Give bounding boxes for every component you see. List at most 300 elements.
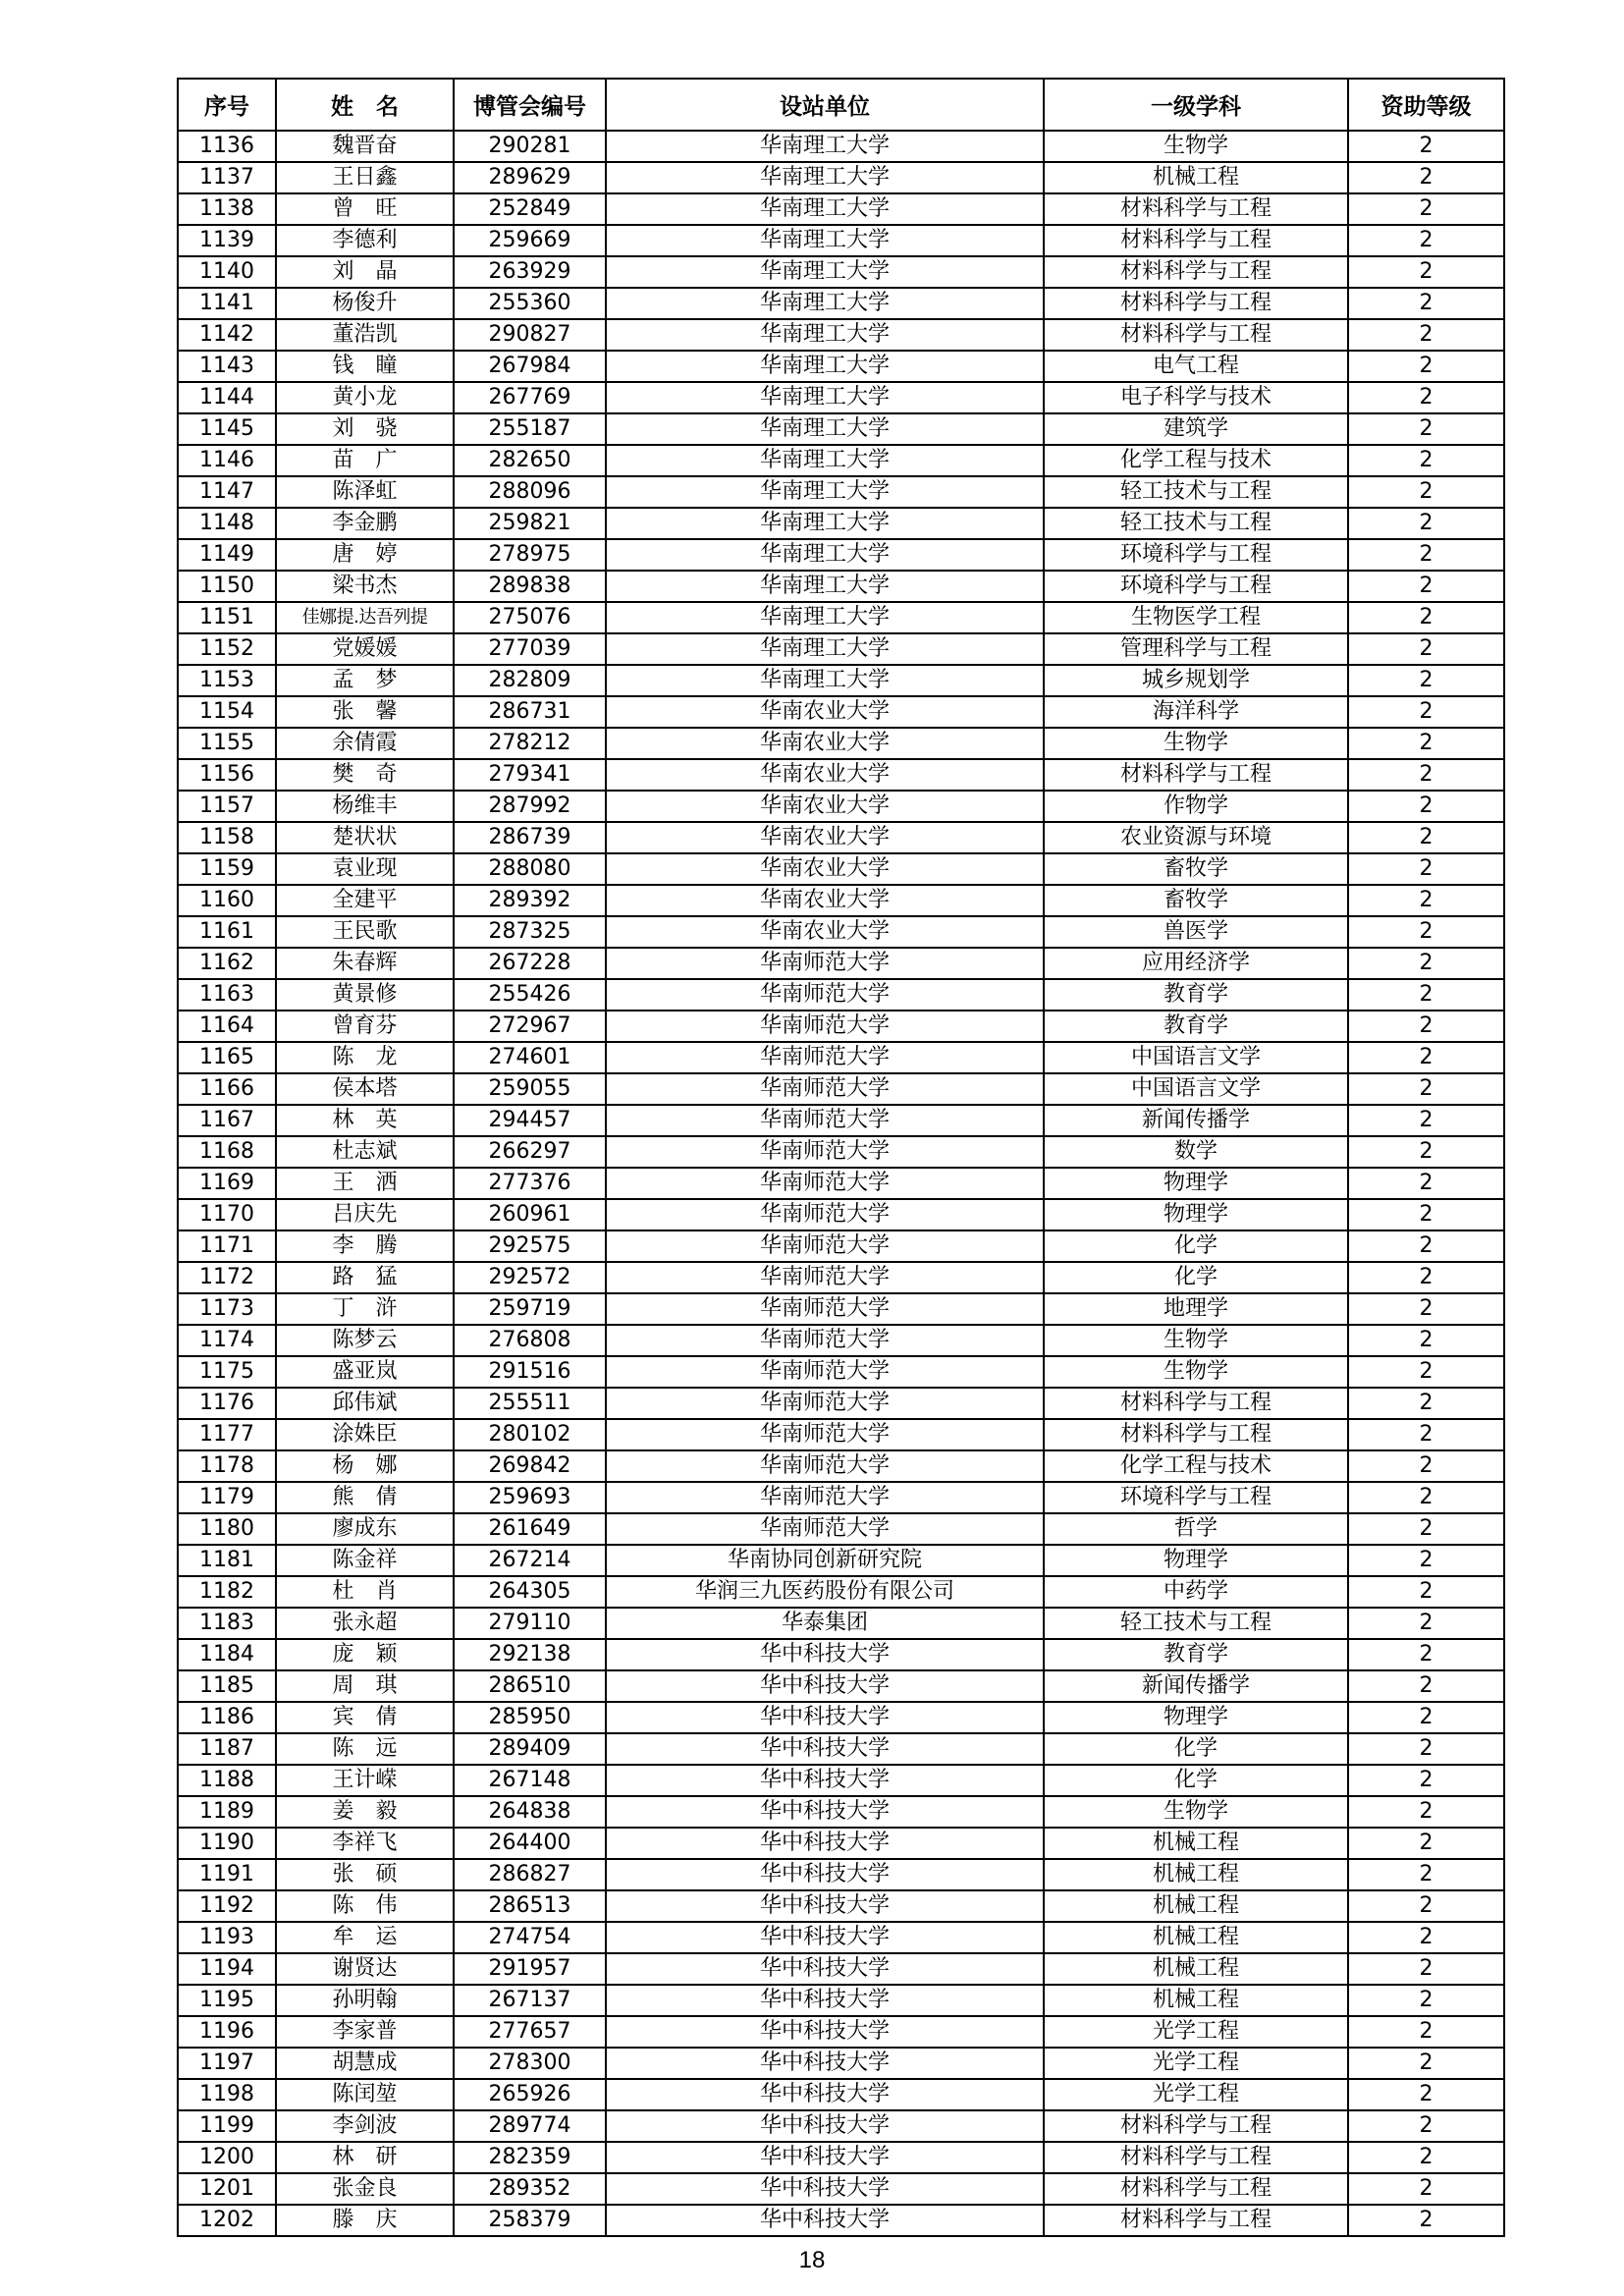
cell-committee-id: 291957 xyxy=(454,1953,606,1985)
cell-primary-discipline: 新闻传播学 xyxy=(1044,1105,1348,1136)
cell-funding-grade: 2 xyxy=(1348,319,1504,351)
cell-committee-id: 255187 xyxy=(454,413,606,445)
cell-funding-grade: 2 xyxy=(1348,1356,1504,1388)
cell-primary-discipline: 材料科学与工程 xyxy=(1044,2142,1348,2173)
table-row xyxy=(178,1545,1504,1576)
cell-name: 盛亚岚 xyxy=(276,1356,454,1388)
cell-serial-number: 1146 xyxy=(178,445,276,476)
cell-serial-number: 1164 xyxy=(178,1011,276,1042)
cell-committee-id: 286739 xyxy=(454,822,606,853)
table-row xyxy=(178,1073,1504,1105)
cell-primary-discipline: 教育学 xyxy=(1044,1011,1348,1042)
cell-serial-number: 1198 xyxy=(178,2079,276,2110)
cell-committee-id: 289392 xyxy=(454,885,606,916)
cell-committee-id: 266297 xyxy=(454,1136,606,1168)
cell-station-unit: 华南师范大学 xyxy=(606,1073,1044,1105)
cell-serial-number: 1175 xyxy=(178,1356,276,1388)
cell-station-unit: 华中科技大学 xyxy=(606,1859,1044,1890)
cell-name: 涂姝臣 xyxy=(276,1419,454,1450)
cell-station-unit: 华南理工大学 xyxy=(606,225,1044,256)
table-row xyxy=(178,2142,1504,2173)
cell-station-unit: 华南理工大学 xyxy=(606,413,1044,445)
cell-funding-grade: 2 xyxy=(1348,1545,1504,1576)
cell-serial-number: 1140 xyxy=(178,256,276,288)
cell-funding-grade: 2 xyxy=(1348,1042,1504,1073)
cell-station-unit: 华南农业大学 xyxy=(606,853,1044,885)
cell-primary-discipline: 机械工程 xyxy=(1044,1953,1348,1985)
cell-name: 陈金祥 xyxy=(276,1545,454,1576)
cell-station-unit: 华南农业大学 xyxy=(606,696,1044,728)
cell-primary-discipline: 海洋科学 xyxy=(1044,696,1348,728)
cell-funding-grade: 2 xyxy=(1348,1608,1504,1639)
cell-name: 杜志斌 xyxy=(276,1136,454,1168)
cell-name: 陈 龙 xyxy=(276,1042,454,1073)
cell-name: 陈泽虹 xyxy=(276,476,454,508)
table-row xyxy=(178,1356,1504,1388)
cell-primary-discipline: 生物医学工程 xyxy=(1044,602,1348,633)
table-row xyxy=(178,665,1504,696)
cell-primary-discipline: 化学 xyxy=(1044,1262,1348,1293)
cell-station-unit: 华南师范大学 xyxy=(606,1293,1044,1325)
cell-station-unit: 华南师范大学 xyxy=(606,1356,1044,1388)
table-row xyxy=(178,1419,1504,1450)
cell-primary-discipline: 机械工程 xyxy=(1044,1890,1348,1922)
cell-name: 丁 浒 xyxy=(276,1293,454,1325)
cell-funding-grade: 2 xyxy=(1348,916,1504,948)
cell-committee-id: 287325 xyxy=(454,916,606,948)
cell-primary-discipline: 新闻传播学 xyxy=(1044,1670,1348,1702)
cell-name: 姜 毅 xyxy=(276,1796,454,1828)
cell-station-unit: 华中科技大学 xyxy=(606,2110,1044,2142)
cell-serial-number: 1157 xyxy=(178,791,276,822)
cell-station-unit: 华南理工大学 xyxy=(606,602,1044,633)
header-funding-grade: 资助等级 xyxy=(1348,79,1504,131)
cell-funding-grade: 2 xyxy=(1348,1262,1504,1293)
table-row xyxy=(178,1953,1504,1985)
cell-serial-number: 1137 xyxy=(178,162,276,193)
table-row xyxy=(178,131,1504,162)
cell-committee-id: 267214 xyxy=(454,1545,606,1576)
cell-committee-id: 287992 xyxy=(454,791,606,822)
cell-primary-discipline: 机械工程 xyxy=(1044,1922,1348,1953)
cell-funding-grade: 2 xyxy=(1348,1136,1504,1168)
cell-serial-number: 1181 xyxy=(178,1545,276,1576)
cell-name: 廖成东 xyxy=(276,1513,454,1545)
cell-station-unit: 华中科技大学 xyxy=(606,1670,1044,1702)
cell-serial-number: 1147 xyxy=(178,476,276,508)
cell-station-unit: 华南师范大学 xyxy=(606,1513,1044,1545)
cell-name: 孙明翰 xyxy=(276,1985,454,2016)
cell-committee-id: 278300 xyxy=(454,2048,606,2079)
cell-primary-discipline: 城乡规划学 xyxy=(1044,665,1348,696)
table-row xyxy=(178,2173,1504,2205)
cell-committee-id: 290827 xyxy=(454,319,606,351)
cell-committee-id: 259669 xyxy=(454,225,606,256)
cell-name: 吕庆先 xyxy=(276,1199,454,1230)
cell-funding-grade: 2 xyxy=(1348,728,1504,759)
cell-primary-discipline: 机械工程 xyxy=(1044,1859,1348,1890)
cell-primary-discipline: 电气工程 xyxy=(1044,351,1348,382)
funding-list-table xyxy=(177,78,1505,2237)
cell-serial-number: 1166 xyxy=(178,1073,276,1105)
cell-station-unit: 华南师范大学 xyxy=(606,1388,1044,1419)
cell-primary-discipline: 光学工程 xyxy=(1044,2048,1348,2079)
cell-primary-discipline: 畜牧学 xyxy=(1044,853,1348,885)
cell-name: 党媛媛 xyxy=(276,633,454,665)
cell-serial-number: 1171 xyxy=(178,1230,276,1262)
cell-committee-id: 272967 xyxy=(454,1011,606,1042)
cell-serial-number: 1182 xyxy=(178,1576,276,1608)
cell-committee-id: 258379 xyxy=(454,2205,606,2236)
cell-serial-number: 1155 xyxy=(178,728,276,759)
table-row xyxy=(178,1796,1504,1828)
cell-serial-number: 1187 xyxy=(178,1733,276,1765)
cell-funding-grade: 2 xyxy=(1348,759,1504,791)
table-row xyxy=(178,1105,1504,1136)
cell-committee-id: 288096 xyxy=(454,476,606,508)
cell-funding-grade: 2 xyxy=(1348,193,1504,225)
cell-committee-id: 260961 xyxy=(454,1199,606,1230)
table-row xyxy=(178,1168,1504,1199)
cell-primary-discipline: 材料科学与工程 xyxy=(1044,288,1348,319)
cell-name: 樊 奇 xyxy=(276,759,454,791)
cell-funding-grade: 2 xyxy=(1348,2048,1504,2079)
cell-serial-number: 1177 xyxy=(178,1419,276,1450)
table-row xyxy=(178,288,1504,319)
cell-funding-grade: 2 xyxy=(1348,791,1504,822)
cell-station-unit: 华南师范大学 xyxy=(606,1168,1044,1199)
cell-funding-grade: 2 xyxy=(1348,1828,1504,1859)
cell-funding-grade: 2 xyxy=(1348,885,1504,916)
table-row xyxy=(178,791,1504,822)
cell-station-unit: 华南理工大学 xyxy=(606,633,1044,665)
cell-funding-grade: 2 xyxy=(1348,1796,1504,1828)
cell-committee-id: 279341 xyxy=(454,759,606,791)
cell-serial-number: 1169 xyxy=(178,1168,276,1199)
cell-primary-discipline: 材料科学与工程 xyxy=(1044,225,1348,256)
header-station-unit: 设站单位 xyxy=(606,79,1044,131)
cell-station-unit: 华中科技大学 xyxy=(606,1828,1044,1859)
cell-name: 李祥飞 xyxy=(276,1828,454,1859)
cell-funding-grade: 2 xyxy=(1348,2016,1504,2048)
cell-station-unit: 华中科技大学 xyxy=(606,1702,1044,1733)
cell-funding-grade: 2 xyxy=(1348,2205,1504,2236)
cell-committee-id: 294457 xyxy=(454,1105,606,1136)
cell-committee-id: 285950 xyxy=(454,1702,606,1733)
table-row xyxy=(178,696,1504,728)
cell-serial-number: 1144 xyxy=(178,382,276,413)
cell-station-unit: 华中科技大学 xyxy=(606,2205,1044,2236)
cell-committee-id: 267228 xyxy=(454,948,606,979)
cell-funding-grade: 2 xyxy=(1348,1073,1504,1105)
cell-station-unit: 华南理工大学 xyxy=(606,665,1044,696)
cell-serial-number: 1196 xyxy=(178,2016,276,2048)
cell-funding-grade: 2 xyxy=(1348,1450,1504,1482)
table-row xyxy=(178,853,1504,885)
cell-primary-discipline: 中国语言文学 xyxy=(1044,1042,1348,1073)
cell-name: 梁书杰 xyxy=(276,571,454,602)
cell-committee-id: 289838 xyxy=(454,571,606,602)
cell-funding-grade: 2 xyxy=(1348,665,1504,696)
cell-committee-id: 289774 xyxy=(454,2110,606,2142)
cell-funding-grade: 2 xyxy=(1348,979,1504,1011)
table-row xyxy=(178,539,1504,571)
cell-serial-number: 1197 xyxy=(178,2048,276,2079)
table-row xyxy=(178,1450,1504,1482)
table-row xyxy=(178,602,1504,633)
cell-funding-grade: 2 xyxy=(1348,1702,1504,1733)
cell-committee-id: 275076 xyxy=(454,602,606,633)
cell-committee-id: 292575 xyxy=(454,1230,606,1262)
table-row xyxy=(178,193,1504,225)
table-body xyxy=(178,131,1504,2236)
cell-committee-id: 255511 xyxy=(454,1388,606,1419)
cell-station-unit: 华中科技大学 xyxy=(606,1639,1044,1670)
cell-name: 李家普 xyxy=(276,2016,454,2048)
cell-serial-number: 1199 xyxy=(178,2110,276,2142)
cell-serial-number: 1160 xyxy=(178,885,276,916)
cell-serial-number: 1168 xyxy=(178,1136,276,1168)
cell-name: 杜 肖 xyxy=(276,1576,454,1608)
cell-funding-grade: 2 xyxy=(1348,413,1504,445)
cell-primary-discipline: 兽医学 xyxy=(1044,916,1348,948)
header-committee-id: 博管会编号 xyxy=(454,79,606,131)
cell-station-unit: 华南农业大学 xyxy=(606,728,1044,759)
cell-primary-discipline: 中国语言文学 xyxy=(1044,1073,1348,1105)
cell-serial-number: 1191 xyxy=(178,1859,276,1890)
cell-funding-grade: 2 xyxy=(1348,1011,1504,1042)
cell-primary-discipline: 物理学 xyxy=(1044,1168,1348,1199)
cell-funding-grade: 2 xyxy=(1348,1639,1504,1670)
cell-committee-id: 279110 xyxy=(454,1608,606,1639)
cell-committee-id: 265926 xyxy=(454,2079,606,2110)
cell-station-unit: 华南理工大学 xyxy=(606,476,1044,508)
table-row xyxy=(178,1293,1504,1325)
cell-committee-id: 261649 xyxy=(454,1513,606,1545)
cell-serial-number: 1149 xyxy=(178,539,276,571)
cell-name: 胡慧成 xyxy=(276,2048,454,2079)
cell-primary-discipline: 材料科学与工程 xyxy=(1044,759,1348,791)
cell-primary-discipline: 材料科学与工程 xyxy=(1044,256,1348,288)
cell-funding-grade: 2 xyxy=(1348,696,1504,728)
table-row xyxy=(178,759,1504,791)
cell-primary-discipline: 机械工程 xyxy=(1044,1828,1348,1859)
cell-committee-id: 277039 xyxy=(454,633,606,665)
table-row xyxy=(178,1890,1504,1922)
table-row xyxy=(178,1325,1504,1356)
cell-station-unit: 华润三九医药股份有限公司 xyxy=(606,1576,1044,1608)
cell-name: 张 硕 xyxy=(276,1859,454,1890)
cell-serial-number: 1194 xyxy=(178,1953,276,1985)
cell-committee-id: 286731 xyxy=(454,696,606,728)
cell-serial-number: 1183 xyxy=(178,1608,276,1639)
cell-serial-number: 1202 xyxy=(178,2205,276,2236)
cell-serial-number: 1178 xyxy=(178,1450,276,1482)
table-row xyxy=(178,1922,1504,1953)
cell-station-unit: 华南理工大学 xyxy=(606,288,1044,319)
cell-station-unit: 华南农业大学 xyxy=(606,822,1044,853)
cell-station-unit: 华南理工大学 xyxy=(606,571,1044,602)
table-row xyxy=(178,319,1504,351)
cell-committee-id: 255426 xyxy=(454,979,606,1011)
table-row xyxy=(178,256,1504,288)
cell-name: 杨 娜 xyxy=(276,1450,454,1482)
cell-committee-id: 276808 xyxy=(454,1325,606,1356)
cell-name: 陈闰堃 xyxy=(276,2079,454,2110)
funding-list-table-container xyxy=(177,78,1503,2237)
cell-name: 黄小龙 xyxy=(276,382,454,413)
cell-serial-number: 1200 xyxy=(178,2142,276,2173)
cell-name: 谢贤达 xyxy=(276,1953,454,1985)
cell-primary-discipline: 中药学 xyxy=(1044,1576,1348,1608)
table-row xyxy=(178,2016,1504,2048)
cell-station-unit: 华中科技大学 xyxy=(606,2173,1044,2205)
table-row xyxy=(178,445,1504,476)
cell-primary-discipline: 农业资源与环境 xyxy=(1044,822,1348,853)
cell-serial-number: 1139 xyxy=(178,225,276,256)
cell-funding-grade: 2 xyxy=(1348,162,1504,193)
cell-station-unit: 华中科技大学 xyxy=(606,2048,1044,2079)
cell-committee-id: 278212 xyxy=(454,728,606,759)
cell-committee-id: 259055 xyxy=(454,1073,606,1105)
cell-funding-grade: 2 xyxy=(1348,476,1504,508)
cell-name: 滕 庆 xyxy=(276,2205,454,2236)
cell-name: 刘 骁 xyxy=(276,413,454,445)
page-number: 18 xyxy=(798,2247,826,2273)
table-row xyxy=(178,2205,1504,2236)
cell-name: 林 英 xyxy=(276,1105,454,1136)
cell-funding-grade: 2 xyxy=(1348,571,1504,602)
cell-funding-grade: 2 xyxy=(1348,256,1504,288)
cell-funding-grade: 2 xyxy=(1348,131,1504,162)
cell-station-unit: 华南农业大学 xyxy=(606,791,1044,822)
cell-primary-discipline: 教育学 xyxy=(1044,1639,1348,1670)
cell-name: 李剑波 xyxy=(276,2110,454,2142)
cell-primary-discipline: 轻工技术与工程 xyxy=(1044,1608,1348,1639)
cell-committee-id: 280102 xyxy=(454,1419,606,1450)
cell-serial-number: 1159 xyxy=(178,853,276,885)
cell-serial-number: 1142 xyxy=(178,319,276,351)
cell-funding-grade: 2 xyxy=(1348,288,1504,319)
cell-station-unit: 华南农业大学 xyxy=(606,916,1044,948)
table-row xyxy=(178,1702,1504,1733)
cell-station-unit: 华南理工大学 xyxy=(606,508,1044,539)
cell-name: 陈 远 xyxy=(276,1733,454,1765)
cell-station-unit: 华南农业大学 xyxy=(606,885,1044,916)
cell-funding-grade: 2 xyxy=(1348,1953,1504,1985)
cell-name: 袁业现 xyxy=(276,853,454,885)
cell-primary-discipline: 机械工程 xyxy=(1044,1985,1348,2016)
table-row xyxy=(178,508,1504,539)
cell-name: 楚状状 xyxy=(276,822,454,853)
cell-committee-id: 269842 xyxy=(454,1450,606,1482)
cell-station-unit: 华南师范大学 xyxy=(606,948,1044,979)
cell-station-unit: 华中科技大学 xyxy=(606,2142,1044,2173)
cell-primary-discipline: 机械工程 xyxy=(1044,162,1348,193)
cell-primary-discipline: 材料科学与工程 xyxy=(1044,2173,1348,2205)
cell-serial-number: 1172 xyxy=(178,1262,276,1293)
cell-committee-id: 282809 xyxy=(454,665,606,696)
cell-committee-id: 282650 xyxy=(454,445,606,476)
cell-station-unit: 华南师范大学 xyxy=(606,1482,1044,1513)
cell-name: 孟 梦 xyxy=(276,665,454,696)
cell-primary-discipline: 建筑学 xyxy=(1044,413,1348,445)
table-row xyxy=(178,1011,1504,1042)
cell-serial-number: 1170 xyxy=(178,1199,276,1230)
cell-serial-number: 1173 xyxy=(178,1293,276,1325)
cell-funding-grade: 2 xyxy=(1348,1765,1504,1796)
cell-station-unit: 华南理工大学 xyxy=(606,539,1044,571)
cell-funding-grade: 2 xyxy=(1348,1985,1504,2016)
cell-serial-number: 1154 xyxy=(178,696,276,728)
cell-primary-discipline: 电子科学与技术 xyxy=(1044,382,1348,413)
table-row xyxy=(178,1136,1504,1168)
cell-primary-discipline: 物理学 xyxy=(1044,1545,1348,1576)
cell-committee-id: 286827 xyxy=(454,1859,606,1890)
cell-primary-discipline: 材料科学与工程 xyxy=(1044,1388,1348,1419)
cell-committee-id: 259719 xyxy=(454,1293,606,1325)
cell-name: 全建平 xyxy=(276,885,454,916)
cell-serial-number: 1180 xyxy=(178,1513,276,1545)
cell-serial-number: 1193 xyxy=(178,1922,276,1953)
table-row xyxy=(178,1828,1504,1859)
cell-serial-number: 1150 xyxy=(178,571,276,602)
cell-funding-grade: 2 xyxy=(1348,1230,1504,1262)
cell-primary-discipline: 材料科学与工程 xyxy=(1044,319,1348,351)
cell-station-unit: 华南师范大学 xyxy=(606,1230,1044,1262)
table-row xyxy=(178,1482,1504,1513)
cell-funding-grade: 2 xyxy=(1348,1513,1504,1545)
cell-serial-number: 1156 xyxy=(178,759,276,791)
cell-name: 王 洒 xyxy=(276,1168,454,1199)
cell-committee-id: 289352 xyxy=(454,2173,606,2205)
cell-committee-id: 292138 xyxy=(454,1639,606,1670)
cell-funding-grade: 2 xyxy=(1348,351,1504,382)
cell-primary-discipline: 生物学 xyxy=(1044,728,1348,759)
cell-primary-discipline: 光学工程 xyxy=(1044,2016,1348,2048)
cell-funding-grade: 2 xyxy=(1348,1922,1504,1953)
cell-committee-id: 286510 xyxy=(454,1670,606,1702)
cell-name: 张 馨 xyxy=(276,696,454,728)
cell-primary-discipline: 哲学 xyxy=(1044,1513,1348,1545)
cell-primary-discipline: 环境科学与工程 xyxy=(1044,571,1348,602)
cell-funding-grade: 2 xyxy=(1348,1670,1504,1702)
cell-name: 余倩霞 xyxy=(276,728,454,759)
cell-funding-grade: 2 xyxy=(1348,633,1504,665)
cell-serial-number: 1145 xyxy=(178,413,276,445)
table-row xyxy=(178,979,1504,1011)
cell-committee-id: 278975 xyxy=(454,539,606,571)
table-row xyxy=(178,633,1504,665)
cell-serial-number: 1186 xyxy=(178,1702,276,1733)
cell-primary-discipline: 环境科学与工程 xyxy=(1044,539,1348,571)
cell-serial-number: 1176 xyxy=(178,1388,276,1419)
cell-funding-grade: 2 xyxy=(1348,1105,1504,1136)
table-row xyxy=(178,1859,1504,1890)
table-row xyxy=(178,1230,1504,1262)
table-row xyxy=(178,1985,1504,2016)
cell-name: 王计嵘 xyxy=(276,1765,454,1796)
cell-name: 苗 广 xyxy=(276,445,454,476)
cell-name: 杨俊升 xyxy=(276,288,454,319)
header-row xyxy=(178,79,1504,131)
cell-funding-grade: 2 xyxy=(1348,2142,1504,2173)
cell-funding-grade: 2 xyxy=(1348,1388,1504,1419)
cell-station-unit: 华南农业大学 xyxy=(606,759,1044,791)
cell-serial-number: 1153 xyxy=(178,665,276,696)
cell-station-unit: 华南理工大学 xyxy=(606,382,1044,413)
cell-primary-discipline: 生物学 xyxy=(1044,131,1348,162)
